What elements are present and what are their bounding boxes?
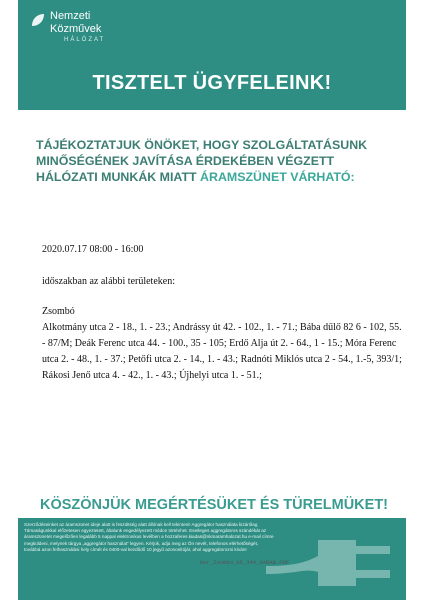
- file-stamp: Kor_Zsombo_A5_344_DARAB.PDF: [200, 559, 290, 566]
- areas-label: időszakban az alábbi területeken:: [42, 276, 175, 287]
- header-banner: [18, 0, 406, 110]
- greeting-heading: TISZTELT ÜGYFELEINK!: [92, 72, 332, 94]
- brand-line-1: Nemzeti: [50, 10, 91, 22]
- footer-notice: Szerződéseinket az áramszünet ideje alatt is feszültség alatt állónak kell tekinteni! Aggregátor használata kizárólag Társaságunkkal előzetesen egyeztetett, általunk engedélyezett módon történhet. Esetleges aggregátoros szándékát az áramszünetet megelőzően legalább 5 nappal elektronikus levélben a hozzaferes.kiadas@nkmaramhalozat.hu e-mail címre megküldeni, melynek tárgya „aggregátor használat” legyen. Kérjük, adja meg az Ön nevét, telefonos elérhetőségét, továbbá azon felhasználási hely címét és 0400-val kezdődő 10 jegyű azonosítóját, ahol aggregátorozni kíván!: [24, 522, 274, 552]
- intro-paragraph: [36, 137, 396, 185]
- brand-line-2: Közművek: [50, 23, 102, 35]
- street-list: Alkotmány utca 2 - 18., 1. - 23.; Andrássy út 42. - 102., 1. - 71.; Bába dűlő 82 6 - 102, 55. - 87/M; Deák Ferenc utca 44. - 100., 35 - 105; Erdő Alja út 2. - 64., 1 - 15.; Móra Ferenc utca 2. - 48., 1. - 37.; Petőfi utca 2. - 14., 1. - 43.; Radnóti Miklós utca 2 - 54., 1.-5, 393/1; Rákosi Jenő utca 4. - 42., 1. - 43.; Újhelyi utca 1. - 51.;: [42, 322, 402, 381]
- thanks-heading: KÖSZÖNJÜK MEGÉRTÉSÜKET ÉS TÜRELMÜKET!: [39, 497, 388, 513]
- company-logo: [30, 8, 150, 52]
- logo-leaf-icon: [30, 12, 46, 28]
- city-name: Zsombó: [42, 306, 75, 317]
- intro-highlight-text: ÁRAMSZÜNET VÁRHATÓ:: [200, 170, 355, 184]
- intro-main-text: TÁJÉKOZTATJUK ÖNÖKET, HOGY SZOLGÁLTATÁSUNK MINŐSÉGÉNEK JAVÍTÁSA ÉRDEKÉBEN VÉGZETT HÁLÓZATI MUNKÁK MIATT: [36, 138, 368, 184]
- brand-line-3: HÁLÓZAT: [64, 37, 106, 43]
- outage-date: 2020.07.17 08:00 - 16:00: [42, 244, 144, 255]
